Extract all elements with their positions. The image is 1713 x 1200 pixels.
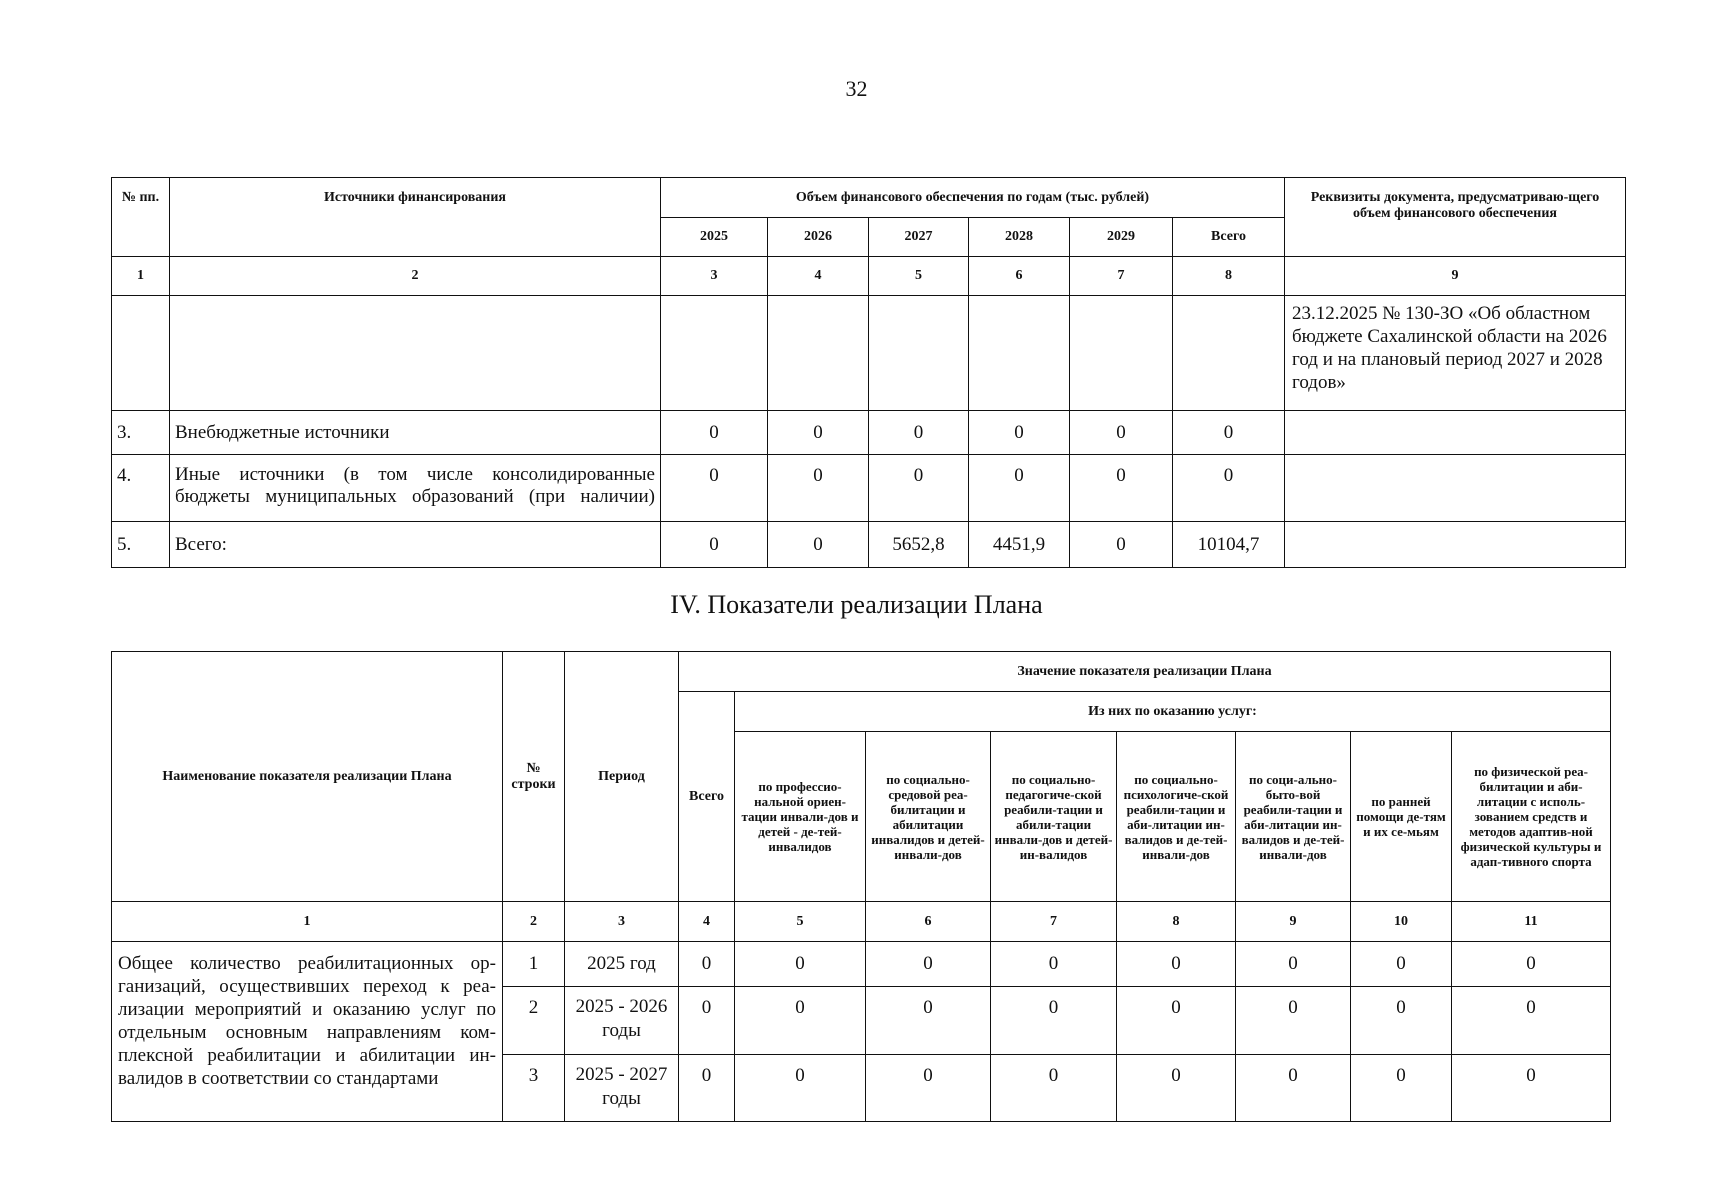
header-volume: Объем финансового обеспечения по годам (тыс. рублей): [661, 178, 1285, 218]
column-number: 2: [170, 257, 661, 296]
value-cell: 0: [991, 942, 1117, 987]
finance-table: [111, 177, 1626, 568]
value-cell: 0: [869, 411, 969, 455]
column-number: 5: [869, 257, 969, 296]
value-cell: 0: [969, 455, 1070, 522]
header-service: по социально-средовой реа-билитации и абилитации инвалидов и детей-инвали-дов: [866, 732, 991, 902]
header-service: по соци-ально-быто-вой реабили-тации и аби-литации ин-валидов и де-тей-инвали-дов: [1236, 732, 1351, 902]
value-cell: 0: [1117, 987, 1236, 1055]
header-year: 2026: [768, 218, 869, 257]
value-cell: 4451,9: [969, 522, 1070, 568]
value-cell: 0: [991, 987, 1117, 1055]
header-year: 2028: [969, 218, 1070, 257]
value-cell: 0: [661, 411, 768, 455]
header-service: по ранней помощи де-тям и их се-мьям: [1351, 732, 1452, 902]
column-number: 1: [112, 257, 170, 296]
source-name: Всего:: [170, 522, 661, 568]
value-cell: 0: [1351, 987, 1452, 1055]
document-details: [1285, 522, 1626, 568]
header-indicator-value: Значение показателя реализации Плана: [679, 652, 1611, 692]
header-total: Всего: [679, 692, 735, 902]
value-cell: 0: [1452, 987, 1611, 1055]
value-cell: 0: [768, 455, 869, 522]
table-row: [112, 942, 1611, 987]
total-cell: 0: [1173, 455, 1285, 522]
value-cell: 0: [866, 1055, 991, 1122]
row-number: 2: [503, 987, 565, 1055]
header-source: Источники финансирования: [170, 178, 661, 257]
document-details: 23.12.2025 № 130-ЗО «Об областном бюджете Сахалинской области на 2026 год и на плановый период 2027 и 2028 годов»: [1285, 296, 1626, 411]
period: 2025 - 2026 годы: [565, 987, 679, 1055]
value-cell: 0: [866, 987, 991, 1055]
header-indicator-name: Наименование показателя реализации Плана: [112, 652, 503, 902]
value-cell: 0: [1236, 987, 1351, 1055]
table-row: [112, 455, 1626, 522]
row-number: 5.: [112, 522, 170, 568]
column-number: 8: [1117, 902, 1236, 942]
value-cell: 0: [735, 987, 866, 1055]
value-cell: 0: [768, 522, 869, 568]
table-row: [112, 522, 1626, 568]
source-name: Иные источники (в том числе консолидированные бюджеты муниципальных образований (при наличии): [170, 455, 661, 522]
value-cell: 0: [1452, 942, 1611, 987]
table-row: [112, 411, 1626, 455]
header-num: № пп.: [112, 178, 170, 257]
column-number: 6: [969, 257, 1070, 296]
header-service: по физической реа-билитации и аби-литации с исполь-зованием средств и методов адаптив-ной физической культуры и адап-тивного спорта: [1452, 732, 1611, 902]
column-number: 3: [565, 902, 679, 942]
header-document: Реквизиты документа, предусматриваю-щего объем финансового обеспечения: [1285, 178, 1626, 257]
value-cell: 0: [679, 1055, 735, 1122]
value-cell: 0: [1117, 1055, 1236, 1122]
indicators-table: [111, 651, 1611, 1122]
total-cell: 10104,7: [1173, 522, 1285, 568]
column-number: 10: [1351, 902, 1452, 942]
column-number: 5: [735, 902, 866, 942]
indicator-name: Общее количество реабилитационных ор-ганизаций, осуществивших переход к реа-лизации мероприятий и оказанию услуг по отдельным основным направлениям ком-плексной реабилитации и абилитации ин-валидов в соответствии со стандартами: [112, 942, 503, 1122]
column-number: 8: [1173, 257, 1285, 296]
header-row-number: № строки: [503, 652, 565, 902]
period: 2025 год: [565, 942, 679, 987]
document-details: [1285, 455, 1626, 522]
header-year: 2027: [869, 218, 969, 257]
header-of-which: Из них по оказанию услуг:: [735, 692, 1611, 732]
header-year: 2029: [1070, 218, 1173, 257]
header-total: Всего: [1173, 218, 1285, 257]
value-cell: 5652,8: [869, 522, 969, 568]
table-row: [112, 296, 1626, 411]
header-service: по социально-психологиче-ской реабили-тации и аби-литации ин-валидов и де-тей-инвали-дов: [1117, 732, 1236, 902]
value-cell: 0: [991, 1055, 1117, 1122]
column-number: 7: [991, 902, 1117, 942]
value-cell: 0: [735, 942, 866, 987]
row-number: 3: [503, 1055, 565, 1122]
value-cell: 0: [1236, 942, 1351, 987]
value-cell: 0: [661, 522, 768, 568]
document-details: [1285, 411, 1626, 455]
value-cell: 0: [1070, 522, 1173, 568]
column-number: 1: [112, 902, 503, 942]
value-cell: 0: [866, 942, 991, 987]
value-cell: 0: [1236, 1055, 1351, 1122]
value-cell: 0: [1117, 942, 1236, 987]
value-cell: 0: [1351, 942, 1452, 987]
value-cell: 0: [869, 455, 969, 522]
column-number: 9: [1236, 902, 1351, 942]
header-service: по социально-педагогиче-ской реабили-тации и абили-тации инвали-дов и детей-ин-валидов: [991, 732, 1117, 902]
column-number: 9: [1285, 257, 1626, 296]
row-number: 1: [503, 942, 565, 987]
column-number: 7: [1070, 257, 1173, 296]
value-cell: 0: [661, 455, 768, 522]
row-number: 4.: [112, 455, 170, 522]
header-service: по профессио-нальной ориен-тации инвали-дов и детей - де-тей-инвалидов: [735, 732, 866, 902]
period: 2025 - 2027 годы: [565, 1055, 679, 1122]
column-number: 2: [503, 902, 565, 942]
value-cell: 0: [1070, 411, 1173, 455]
column-number: 3: [661, 257, 768, 296]
total-cell: 0: [1173, 411, 1285, 455]
section-title: IV. Показатели реализации Плана: [670, 590, 1043, 619]
value-cell: 0: [679, 942, 735, 987]
value-cell: 0: [969, 411, 1070, 455]
column-number: 4: [768, 257, 869, 296]
column-number: 6: [866, 902, 991, 942]
page-number: 32: [845, 76, 868, 101]
column-number: 4: [679, 902, 735, 942]
value-cell: 0: [1070, 455, 1173, 522]
value-cell: 0: [679, 987, 735, 1055]
row-number: 3.: [112, 411, 170, 455]
column-number: 11: [1452, 902, 1611, 942]
value-cell: 0: [1351, 1055, 1452, 1122]
value-cell: 0: [1452, 1055, 1611, 1122]
value-cell: 0: [768, 411, 869, 455]
header-period: Период: [565, 652, 679, 902]
header-year: 2025: [661, 218, 768, 257]
value-cell: 0: [735, 1055, 866, 1122]
source-name: Внебюджетные источники: [170, 411, 661, 455]
